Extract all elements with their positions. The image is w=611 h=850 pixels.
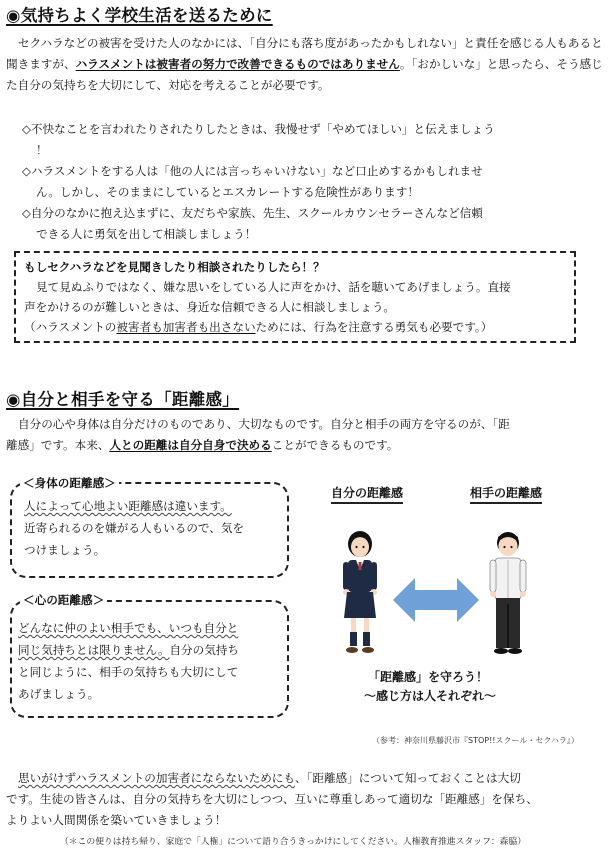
bullet-item	[22, 161, 606, 182]
advice-box-line	[24, 317, 566, 337]
diamond-icon: ◇	[22, 122, 31, 136]
bullet-line: ハラスメントをする人は「他の人には言っちゃいけない」など口止めするかもしれませ	[30, 164, 483, 178]
footer-line: です。生徒の皆さんは、自分の気持ちを大切にしつつ、互いに尊重しあって適切な「距離感」を保ち、	[6, 792, 538, 806]
diamond-icon: ◇	[22, 164, 31, 178]
intro-text: 離感」です。本来、	[6, 438, 110, 452]
boy-student-figure	[483, 530, 533, 660]
bullet-line: 不快なことを言われたりされたりしたときは、我慢せず「やめてほしい」と伝えましょう	[30, 122, 495, 136]
diamond-icon: ◇	[22, 206, 31, 220]
advice-underlined: 被害者も加害者も出さない	[116, 320, 256, 334]
mind-text: 自分の気持ち	[169, 643, 239, 657]
mind-distance-text	[18, 617, 284, 705]
intro-text-1: セクハラなどの被害を受けた人のなかには、「自分にも落ち度があったかもしれない」と責任を感じる人もあると聞きますが、	[6, 36, 603, 71]
section2-title: ◉自分と相手を守る「距離感」	[6, 390, 240, 409]
section1-intro	[6, 33, 606, 96]
intro-text: ことができるものです。	[271, 438, 399, 452]
advice-box-line: 声をかけるのが難しいときは、身近な信頼できる人に相談しましょう。	[24, 300, 396, 314]
label-other-distance: 相手の距離感	[470, 484, 542, 504]
body-distance-text	[24, 495, 284, 561]
double-arrow-icon	[393, 575, 479, 625]
intro-text-2: 。「おかしいな」と思ったら、そう感じた自分の気持ちを大切にして、対応を考えることが必要です。	[6, 57, 603, 92]
advice-text: ためには、行為を注意する勇気も必要です。）	[255, 320, 493, 334]
body-distance-line: 人によって心地よい距離感は違います。	[24, 499, 232, 513]
bullet-item	[22, 119, 606, 140]
bullet-list	[22, 119, 606, 245]
footer-text	[6, 768, 606, 831]
bullet-line-cont: ！	[36, 143, 48, 157]
footer-text-rest: 、「距離感」について知っておくことは大切	[294, 771, 521, 785]
footer-line	[6, 768, 606, 789]
caption-keep-distance: 「距離感」を守ろう！	[368, 670, 489, 684]
advice-box-title: もしセクハラなどを見聞きしたり相談されたりしたら！？	[24, 260, 325, 274]
mind-distance-line: と同じように、相手の気持ちも大切にして	[18, 665, 239, 679]
caption-everyone-differs: ～感じ方は人それぞれ～	[364, 689, 497, 703]
reference-note: （参考：神奈川県藤沢市『STOP!!スクール・セクハラ』）	[372, 736, 579, 745]
bullet-item	[22, 203, 606, 224]
section2-intro	[6, 414, 606, 456]
mind-distance-label: ＜心の距離感＞	[20, 592, 107, 608]
mind-distance-line: どんなに仲のよい相手でも、いつも自分と	[18, 621, 239, 635]
footer-note: （＊この便りは持ち帰り、家庭で「人権」について語り合うきっかけにしてください。人権教育推進スタッフ：森脇）	[60, 837, 527, 847]
girl-student-figure	[335, 530, 385, 660]
footer-wavy-text: 思いがけずハラスメントの加害者にならないためにも	[18, 771, 295, 785]
section2-intro-line	[6, 435, 606, 456]
mind-distance-line	[18, 639, 284, 661]
intro-emphasis: 人との距離は自分自身で決める	[109, 438, 272, 452]
advice-text: （ハラスメントの	[24, 320, 117, 334]
body-distance-line: つけましょう。	[24, 543, 106, 557]
mind-distance-line: あげましょう。	[18, 687, 100, 701]
label-self-distance: 自分の距離感	[331, 484, 403, 504]
footer-line: よりよい人間関係を築いていきましょう！	[6, 813, 227, 827]
bullet-line-cont: ん。しかし、そのままにしているとエスカレートする危険性があります！	[36, 185, 419, 199]
bullet-line-cont: できる人に勇気を出して相談しましょう！	[36, 227, 257, 241]
advice-box-line: 見て見ぬふりではなく、嫌な思いをしている人に声をかけ、話を聴いてあげましょう。直接	[36, 280, 511, 294]
body-distance-line: 近寄られるのを嫌がる人もいるので、気を	[24, 521, 245, 535]
bullet-line: 自分のなかに抱え込まずに、友だちや家族、先生、スクールカウンセラーさんなど信頼	[30, 206, 483, 220]
section1-title: ◉気持ちよく学校生活を送るために	[6, 6, 273, 25]
body-distance-label: ＜身体の距離感＞	[20, 475, 119, 491]
intro-emphasis: ハラスメントは被害者の努力で改善できるものではありません	[75, 57, 400, 71]
advice-box	[14, 251, 576, 343]
section2-intro-line: 自分の心や身体は自分だけのものであり、大切なものです。自分と相手の両方を守るのが、「距	[18, 417, 510, 431]
mind-wavy-text: 同じ気持ちとは限りません。	[18, 643, 170, 657]
